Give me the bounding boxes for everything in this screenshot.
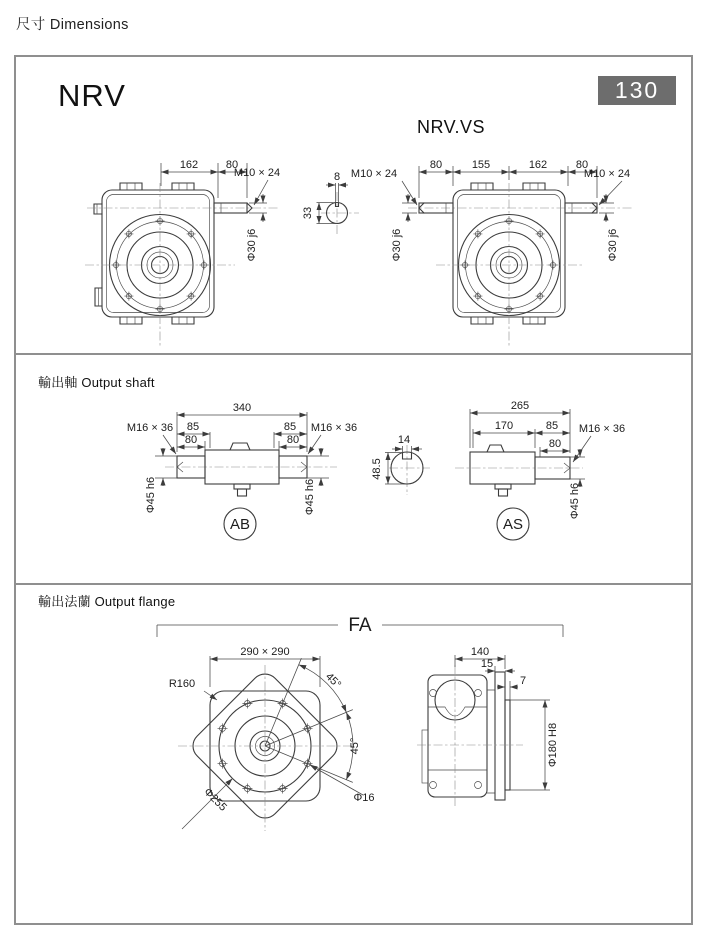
dim-162: 162 <box>528 159 548 171</box>
dim-key-width: 14 <box>397 434 411 446</box>
thread-callout: M16 × 36 <box>578 423 626 435</box>
nrv-front-view-drawing <box>75 150 325 355</box>
dim-total: 265 <box>510 400 530 412</box>
flange-body <box>178 665 352 831</box>
dim-155: 155 <box>471 159 491 171</box>
dim-80-left: 80 <box>184 434 198 446</box>
dim-section-height: 33 <box>302 206 314 220</box>
nrv-vs-dimensions <box>351 159 630 261</box>
nrv-vs-housing <box>408 183 634 347</box>
thread-callout-right: M10 × 24 <box>583 168 631 180</box>
page-number-badge: 130 <box>598 76 676 105</box>
ab-dimensions <box>127 402 357 515</box>
dia-callout: Φ45 h6 <box>569 482 581 520</box>
flange-side-view-drawing <box>415 645 595 850</box>
dia-right: Φ45 h6 <box>304 478 316 516</box>
section-divider <box>14 583 693 585</box>
dim-flange-thickness: 15 <box>480 658 494 670</box>
shaft-dia-right: Φ30 j6 <box>607 228 619 262</box>
dim-depth: 140 <box>470 646 490 658</box>
dim-80: 80 <box>225 159 239 171</box>
dim-key-width: 8 <box>333 171 341 183</box>
flange-front-view-drawing <box>160 645 415 860</box>
fa-group-bracket <box>150 612 570 642</box>
shaft-dia-callout: Φ30 j6 <box>246 228 258 262</box>
nrv-housing <box>85 183 279 347</box>
output-flange-section-title: 輸出法蘭 Output flange <box>38 594 176 609</box>
thread-left: M16 × 36 <box>126 422 174 434</box>
dim-spigot: 7 <box>519 675 527 687</box>
dim-85-left: 85 <box>186 421 200 433</box>
dim-162: 162 <box>179 159 199 171</box>
ab-shaft-body <box>177 443 307 496</box>
angle-upper: 45° <box>322 670 344 692</box>
dim-80-right: 80 <box>286 434 300 446</box>
thread-callout-left: M10 × 24 <box>350 168 398 180</box>
thread-right: M16 × 36 <box>310 422 358 434</box>
page-title: 尺寸 Dimensions <box>16 17 129 33</box>
thread-callout: M10 × 24 <box>233 167 281 179</box>
angle-lower: 45° <box>349 737 361 755</box>
as-shaft-body <box>470 445 570 496</box>
nrv-vs-front-view-drawing <box>350 150 694 355</box>
dim-hole-dia: Φ16 <box>353 792 375 804</box>
dim-bore: Φ180 H8 <box>547 722 559 768</box>
dim-corner-radius: R160 <box>168 678 196 690</box>
dia-left: Φ45 h6 <box>145 476 157 514</box>
shaft-dia-left: Φ30 j6 <box>391 228 403 262</box>
as-dimensions <box>470 400 625 519</box>
as-label: AS <box>502 516 524 533</box>
variant-title: NRV.VS <box>417 117 486 137</box>
ab-label: AB <box>229 516 251 533</box>
flange-side-dimensions <box>455 646 559 790</box>
output-shaft-section-title: 輸出軸 Output shaft <box>38 375 155 390</box>
dim-total: 340 <box>232 402 252 414</box>
dim-square: 290 × 290 <box>240 646 290 658</box>
fa-label: FA <box>348 615 372 636</box>
output-shaft-ab-drawing <box>125 400 375 550</box>
dim-bolt-circle: Φ255 <box>201 786 229 814</box>
flange-side-body <box>417 665 523 807</box>
nrv-dimensions <box>161 159 280 261</box>
dim-80-left: 80 <box>429 159 443 171</box>
dim-80: 80 <box>548 438 562 450</box>
dim-80-right: 80 <box>575 159 589 171</box>
dim-170: 170 <box>494 420 514 432</box>
output-shaft-as-drawing <box>445 400 685 550</box>
model-title: NRV <box>58 78 126 113</box>
dim-85: 85 <box>545 420 559 432</box>
dim-85-right: 85 <box>283 421 297 433</box>
dim-section-height: 48.5 <box>371 458 383 480</box>
